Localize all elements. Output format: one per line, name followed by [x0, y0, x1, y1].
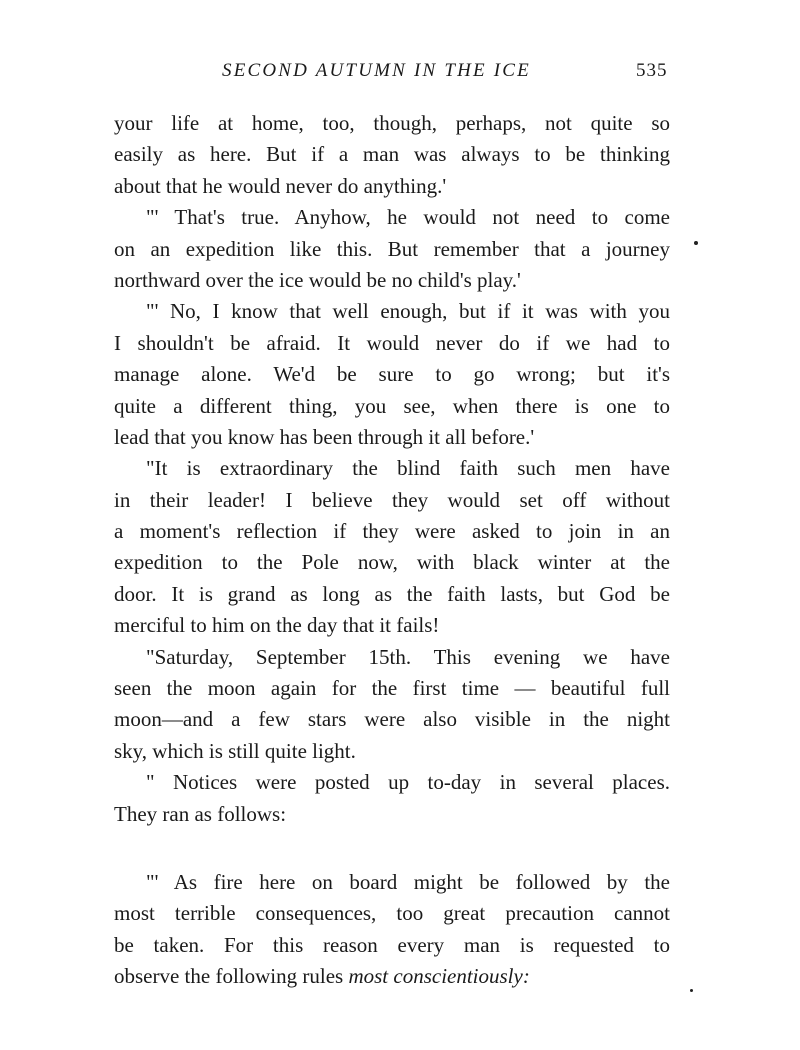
running-title: SECOND AUTUMN IN THE ICE: [222, 60, 531, 81]
text-line: expedition to the Pole now, with black winter at the: [114, 550, 670, 575]
text-line: a moment's reflection if they were asked to join in an: [114, 519, 670, 544]
text-line: quite a different thing, you see, when there is one to: [114, 393, 670, 418]
text-line: I shouldn't be afraid. It would never do if we had to: [114, 330, 670, 355]
text-line: "Saturday, September 15th. This evening we have: [146, 644, 670, 669]
page-number: 535: [636, 60, 668, 81]
text-line: sky, which is still quite light.: [114, 738, 356, 763]
text-line: about that he would never do anything.': [114, 173, 447, 198]
text-line: on an expedition like this. But remember that a journey: [114, 236, 670, 261]
text-line: "It is extraordinary the blind faith such men have: [146, 456, 670, 481]
text-line: in their leader! I believe they would set off without: [114, 487, 670, 512]
running-head: [0, 60, 800, 90]
text-line: be taken. For this reason every man is requested to: [114, 932, 670, 957]
text-line: seen the moon again for the first time — beautiful full: [114, 676, 670, 701]
text-line: "' No, I know that well enough, but if it was with you: [146, 299, 670, 324]
text-line: They ran as follows:: [114, 801, 287, 826]
text-line: your life at home, too, though, perhaps, not quite so: [114, 111, 670, 135]
body-text: [114, 108, 670, 993]
emphasis-text: most conscientiously:: [348, 964, 530, 989]
text-line: manage alone. We'd be sure to go wrong; but it's: [114, 362, 670, 387]
text-line: most terrible consequences, too great precaution cannot: [114, 901, 670, 926]
text-line: merciful to him on the day that it fails!: [114, 613, 440, 638]
text-line: moon—and a few stars were also visible in the night: [114, 707, 670, 732]
text-line-with-emphasis: [114, 961, 670, 992]
text-line: door. It is grand as long as the faith lasts, but God be: [114, 581, 670, 606]
print-speck: [694, 241, 698, 245]
print-speck: [690, 989, 693, 992]
text-fragment: observe the following rules: [114, 964, 344, 989]
text-line: lead that you know has been through it all before.': [114, 424, 535, 449]
text-line: "' As fire here on board might be followed by the: [146, 869, 670, 894]
text-line: " Notices were posted up to-day in several places.: [146, 770, 670, 795]
text-line: "' That's true. Anyhow, he would not need to come: [146, 205, 670, 230]
text-line: easily as here. But if a man was always to be thinking: [114, 142, 670, 167]
text-line: northward over the ice would be no child's play.': [114, 267, 521, 292]
section-gap: [114, 830, 670, 867]
